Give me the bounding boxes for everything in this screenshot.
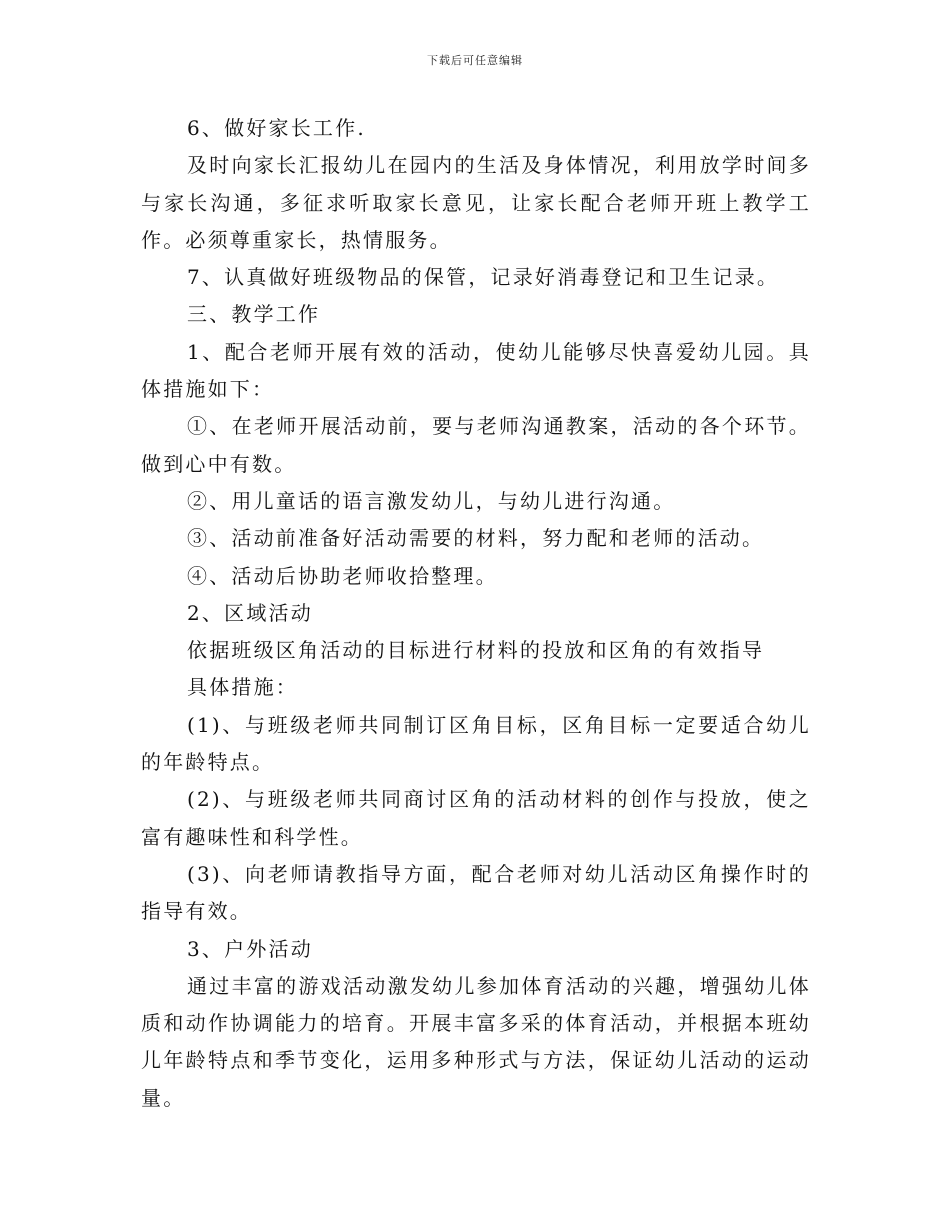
measure-item-1: (1)、与班级老师共同制订区角目标，区角目标一定要适合幼儿的年龄特点。 xyxy=(141,712,811,775)
paragraph-parent-communication: 及时向家长汇报幼儿在园内的生活及身体情况，利用放学时间多与家长沟通，多征求听取家长意见，让家长配合老师开班上教学工作。必须尊重家长，热情服务。 xyxy=(141,153,811,252)
paragraph-parent-work: 6、做好家长工作. xyxy=(187,116,366,140)
subheading-outdoor-activity: 3、户外活动 xyxy=(187,936,313,961)
paragraph-class-items: 7、认真做好班级物品的保管，记录好消毒登记和卫生记录。 xyxy=(187,265,780,290)
paragraph-area-guidance: 依据班级区角活动的目标进行材料的投放和区角的有效指导 xyxy=(187,638,765,663)
measure-item-3: (3)、向老师请教指导方面，配合老师对幼儿活动区角操作时的指导有效。 xyxy=(141,861,811,924)
list-item-1: ①、在老师开展活动前，要与老师沟通教案，活动的各个环节。做到心中有数。 xyxy=(141,414,811,476)
list-item-3: ③、活动前准备好活动需要的材料，努力配和老师的活动。 xyxy=(187,526,765,551)
paragraph-cooperate-teacher: 1、配合老师开展有效的活动，使幼儿能够尽快喜爱幼儿园。具体措施如下： xyxy=(141,339,811,402)
subheading-area-activity: 2、区域活动 xyxy=(187,600,313,625)
document-body xyxy=(141,110,811,1117)
list-item-2: ②、用儿童话的语言激发幼儿，与幼儿进行沟通。 xyxy=(187,488,676,513)
page-header: 下载后可任意编辑 xyxy=(427,54,523,67)
paragraph-outdoor-activity: 通过丰富的游戏活动激发幼儿参加体育活动的兴趣，增强幼儿体质和动作协调能力的培育。开展丰富多采的体育活动，并根据本班幼儿年龄特点和季节变化，运用多种形式与方法，保证幼儿活动的运动量。 xyxy=(141,973,811,1110)
paragraph-measures-label: 具体措施： xyxy=(187,675,298,700)
measure-item-2: (2)、与班级老师共同商讨区角的活动材料的创作与投放，使之富有趣味性和科学性。 xyxy=(141,787,811,849)
list-item-4: ④、活动后协助老师收拾整理。 xyxy=(187,563,498,588)
section-heading-teaching: 三、教学工作 xyxy=(187,302,321,327)
